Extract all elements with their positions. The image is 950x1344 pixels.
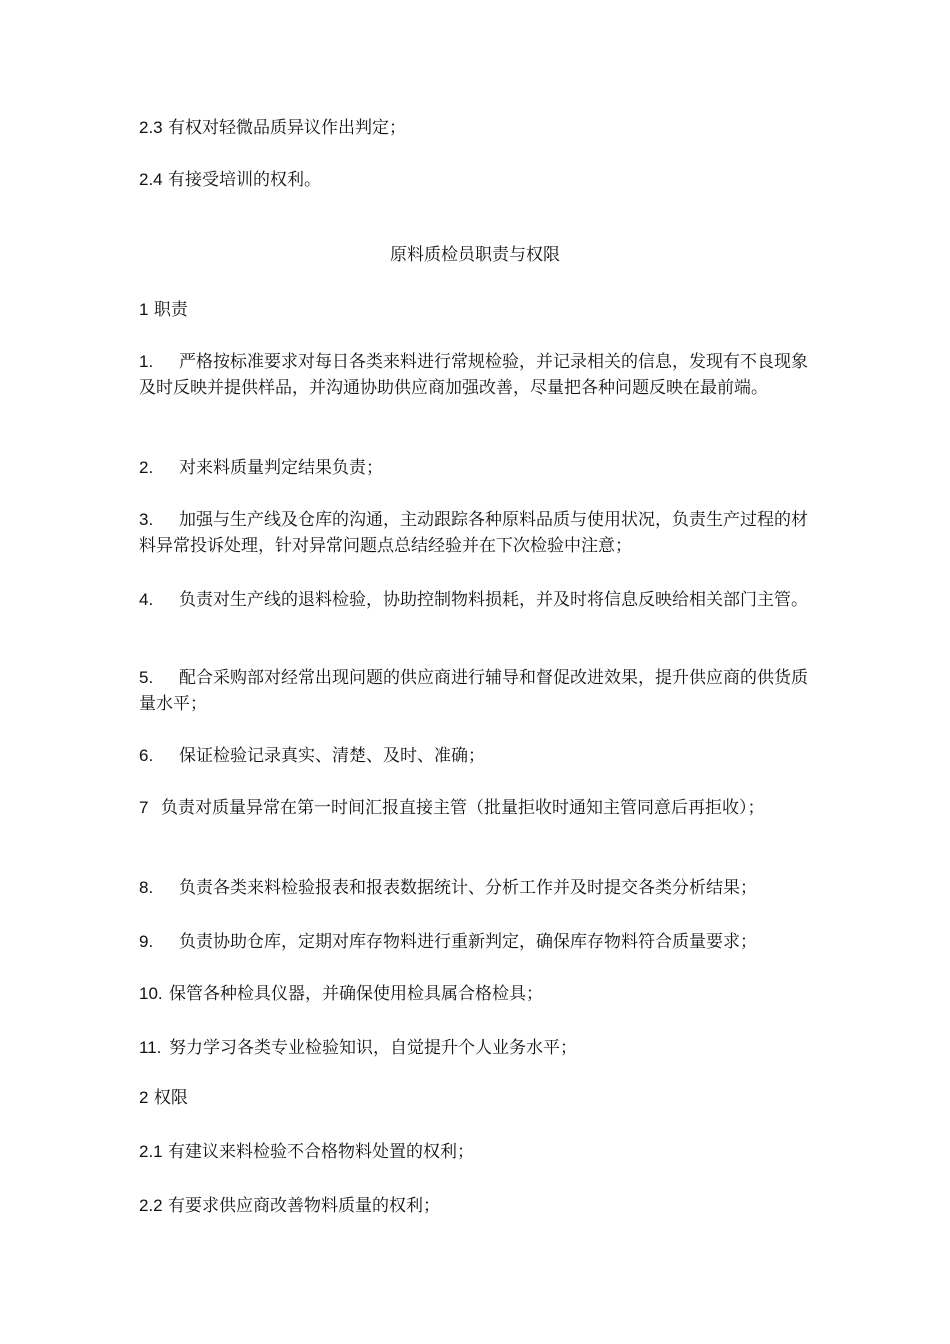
duty-item-9: 9. 负责协助仓库，定期对库存物料进行重新判定，确保库存物料符合质量要求； [139,932,757,952]
duty-item-8: 8. 负责各类来料检验报表和报表数据统计、分析工作并及时提交各类分析结果； [139,878,757,898]
paragraph-2-3: 2.3 有权对轻微品质异议作出判定； [139,118,407,138]
duty-item-2: 2. 对来料质量判定结果负责； [139,458,383,478]
duty-item-1: 1. 严格按标准要求对每日各类来料进行常规检验，并记录相关的信息，发现有不良现象及时反映并提供样品，并沟通协助供应商加强改善，尽量把各种问题反映在最前端。 [139,352,808,398]
duty-item-4: 4. 负责对生产线的退料检验，协助控制物料损耗，并及时将信息反映给相关部门主管。 [139,590,808,610]
duty-item-6: 6. 保证检验记录真实、清楚、及时、准确； [139,746,485,766]
duty-item-11: 11. 努力学习各类专业检验知识，自觉提升个人业务水平； [139,1038,577,1058]
duty-item-3: 3. 加强与生产线及仓库的沟通，主动跟踪各种原料品质与使用状况，负责生产过程的材料异常投诉处理，针对异常问题点总结经验并在下次检验中注意； [139,510,808,556]
paragraph-2-1: 2.1 有建议来料检验不合格物料处置的权利； [139,1142,475,1162]
duty-item-5: 5. 配合采购部对经常出现问题的供应商进行辅导和督促改进效果，提升供应商的供货质量水平； [139,668,808,714]
section-title: 原料质检员职责与权限 [390,245,560,265]
paragraph-2-4: 2.4 有接受培训的权利。 [139,170,322,190]
heading-duties: 1 职责 [139,300,188,320]
duty-item-10: 10. 保管各种检具仪器，并确保使用检具属合格检具； [139,984,543,1004]
heading-authority: 2 权限 [139,1088,188,1108]
duty-item-7: 7 负责对质量异常在第一时间汇报直接主管（批量拒收时通知主管同意后再拒收）； [139,798,765,818]
paragraph-2-2: 2.2 有要求供应商改善物料质量的权利； [139,1196,441,1216]
